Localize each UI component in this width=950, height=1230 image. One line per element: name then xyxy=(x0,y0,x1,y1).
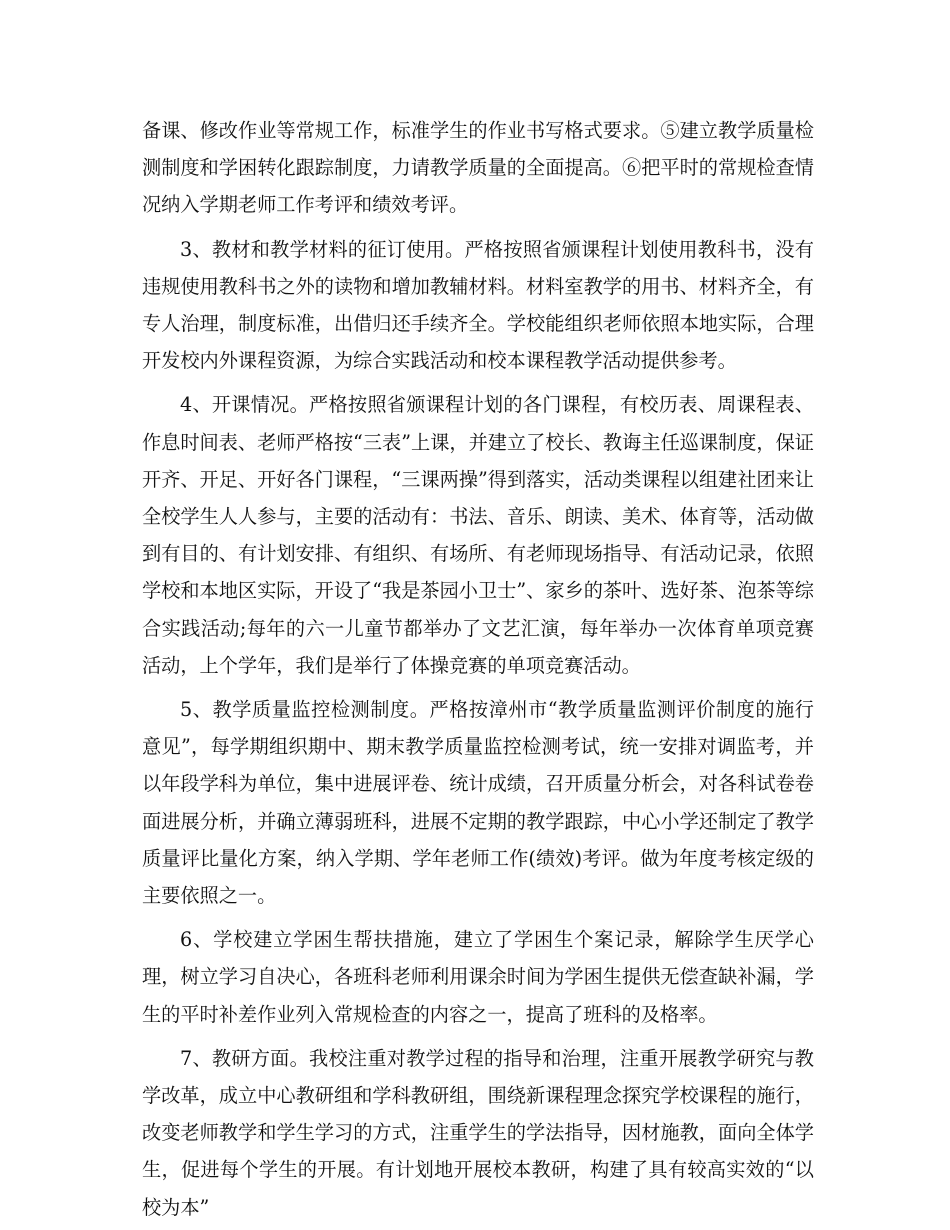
paragraph-item-5: 5、教学质量监控检测制度。严格按漳州市“教学质量监测评价制度的施行意见”，每学期组织期中、期末教学质量监控检测考试，统一安排对调监考，并以年段学科为单位，集中进展评卷、统计成绩，召开质量分析会，对各科试卷卷面进展分析，并确立薄弱班科，进展不定期的教学跟踪，中心小学还制定了教学质量评比量化方案，纳入学期、学年老师工作(绩效)考评。做为年度考核定级的主要依照之一。 xyxy=(142,698,814,908)
paragraph-continued: 备课、修改作业等常规工作，标准学生的作业书写格式要求。⑤建立教学质量检测制度和学困转化跟踪制度，力请教学质量的全面提高。⑥把平时的常规检查情况纳入学期老师工作考评和绩效考评。 xyxy=(142,119,814,217)
paragraph-item-3: 3、教材和教学材料的征订使用。严格按照省颁课程计划使用教科书，没有违规使用教科书之外的读物和增加教辅材料。材料室教学的用书、材料齐全，有专人治理，制度标准，出借归还手续齐全。学校能组织老师依照本地实际，合理开发校内外课程资源，为综合实践活动和校本课程教学活动提供参考。 xyxy=(142,237,814,373)
paragraph-item-4: 4、开课情况。严格按照省颁课程计划的各门课程，有校历表、周课程表、作息时间表、老师严格按“三表”上课，并建立了校长、教诲主任巡课制度，保证开齐、开足、开好各门课程，“三课两操”得到落实，活动类课程以组建社团来让全校学生人人参与，主要的活动有：书法、音乐、朗读、美术、体育等，活动做到有目的、有计划安排、有组织、有场所、有老师现场指导、有活动记录，依照学校和本地区实际，开设了“我是茶园小卫士”、家乡的茶叶、选好茶、泡茶等综合实践活动;每年的六一儿童节都举办了文艺汇演，每年举办一次体育单项竞赛活动，上个学年，我们是举行了体操竞赛的单项竞赛活动。 xyxy=(142,393,814,677)
document-body xyxy=(142,112,814,1226)
paragraph-item-6: 6、学校建立学困生帮扶措施，建立了学困生个案记录，解除学生厌学心理，树立学习自决心，各班科老师利用课余时间为学困生提供无偿查缺补漏，学生的平时补差作业列入常规检查的内容之一，提高了班科的及格率。 xyxy=(142,928,814,1026)
paragraph-item-7: 7、教研方面。我校注重对教学过程的指导和治理，注重开展教学研究与教学改革，成立中心教研组和学科教研组，围绕新课程理念探究学校课程的施行，改变老师教学和学生学习的方式，注重学生的学法指导，因材施教，面向全体学生，促进每个学生的开展。有计划地开展校本教研，构建了具有较高实效的“以校为本” xyxy=(142,1046,814,1219)
